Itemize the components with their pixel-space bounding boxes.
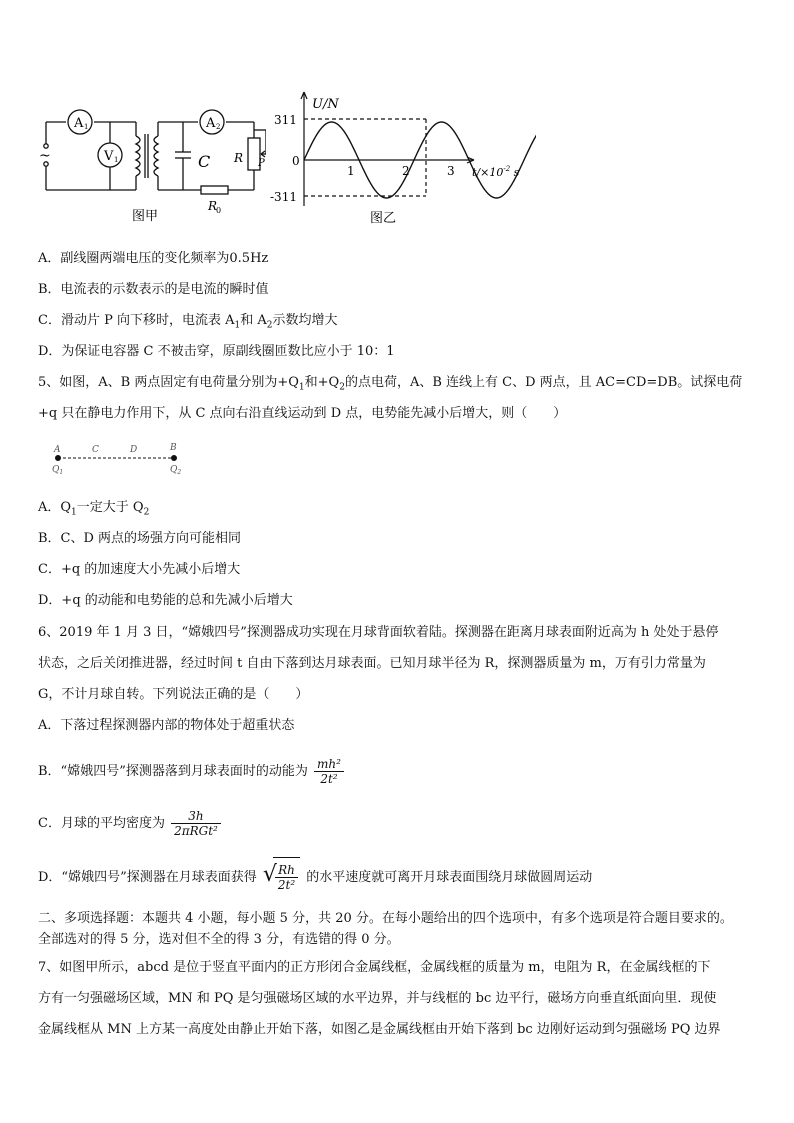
q6-b-fraction	[314, 757, 344, 786]
q5-line1-a: 5、如图，A、B 两点固定有电荷量分别为+Q	[38, 375, 299, 390]
figure-yi-caption: 图乙	[370, 211, 397, 226]
rheostat-label: R	[234, 151, 244, 165]
q5-line1-b: 和+Q	[304, 375, 340, 390]
q6-stem-line1: 6、2019 年 1 月 3 日，“嫦娥四号”探测器成功实现在月球背面软着陆。探测器在距离月球表面附近高为 h 处处于悬停	[38, 625, 719, 640]
q4-option-a: A．副线圈两端电压的变化频率为0.5Hz	[38, 251, 269, 266]
q5-a-sub1: 1	[71, 507, 77, 518]
q6-option-b	[38, 754, 758, 790]
capacitor-label: C	[198, 152, 211, 171]
q6-option-c	[38, 806, 758, 842]
q4-option-c	[38, 312, 758, 335]
y-axis-label: U/N	[312, 97, 339, 112]
x-tick-3: 3	[447, 164, 455, 178]
charge-q1: $Q_1$	[52, 465, 64, 476]
ammeter-a2-sub: 2	[216, 123, 221, 131]
q5-option-b: B．C、D 两点的场强方向可能相同	[38, 531, 242, 546]
resistor-r0-sub: 0	[216, 206, 222, 215]
ammeter-a1-sub: 1	[84, 123, 89, 131]
q7-stem-line3: 金属线框从 MN 上方某一高度处由静止开始下落，如图乙是金属线框由开始下落到 bc 边刚好运动到匀强磁场 PQ 边界	[38, 1022, 721, 1037]
section2-line2: 全部选对的得 5 分，选对但不全的得 3 分，有选错的得 0 分。	[38, 932, 400, 947]
voltmeter-v1-sub: 1	[114, 156, 119, 164]
resistor-r0-label: R	[208, 199, 218, 213]
q6-d-text: D．“嫦娥四号”探测器在月球表面获得	[38, 870, 257, 885]
origin-label: 0	[292, 154, 300, 168]
point-b: B	[170, 443, 177, 453]
q5-option-d: D．+q 的动能和电势能的总和先减小后增大	[38, 593, 293, 608]
figure-jia-caption: 图甲	[132, 209, 159, 224]
x-tick-1: 1	[347, 164, 355, 178]
q5-a-sub2: 2	[143, 507, 150, 518]
point-d: D	[130, 445, 138, 455]
q7-stem-line2: 方有一匀强磁场区域，MN 和 PQ 是匀强磁场区域的水平边界，并与线框的 bc 边平行，磁场方向垂直纸面向里．现使	[38, 991, 717, 1006]
q5-line1-c: 的点电荷，A、B 连线上有 C、D 两点，且 AC=CD=DB。试探电荷	[344, 375, 743, 390]
q5-sub2: 2	[339, 382, 345, 393]
q6-d-denominator: 2t²	[277, 878, 296, 892]
q6-d-numerator: Rh	[275, 863, 298, 878]
q6-option-d	[38, 857, 758, 898]
q5-option-c: C．+q 的加速度大小先减小后增大	[38, 562, 241, 577]
charge-q2: $Q_2$	[170, 465, 182, 476]
x-axis-label: $t/\times 10^{-2}$ s	[472, 165, 520, 179]
circuit-diagram-jia	[36, 104, 266, 224]
voltage-graph-yi	[266, 86, 536, 226]
q5-option-a	[38, 499, 758, 522]
ac-source-symbol: ~	[39, 148, 51, 164]
q6-d-text-2: 的水平速度就可离开月球表面围绕月球做圆周运动	[306, 870, 593, 885]
x-tick-2: 2	[402, 164, 410, 178]
q4-c-part3: 示数均增大	[272, 313, 338, 328]
q5-stem-line1	[38, 374, 758, 397]
q4-c-part2: 和 A	[240, 313, 267, 328]
q6-b-numerator: mh²	[314, 757, 344, 772]
q6-b-text: B．“嫦娥四号”探测器落到月球表面时的动能为	[38, 764, 308, 779]
section2-line1: 二、多项选择题：本题共 4 小题，每小题 5 分，共 20 分。在每小题给出的四个选项中，有多个选项是符合题目要求的。	[38, 911, 733, 926]
point-c: C	[92, 445, 99, 455]
q4-c-sub1: 1	[234, 320, 241, 331]
q6-stem-line3: G，不计月球自转。下列说法正确的是（ ）	[38, 687, 309, 702]
q5-stem-line2: +q 只在静电力作用下，从 C 点向右沿直线运动到 D 点，电势能先减小后增大，则（ ）	[38, 406, 567, 421]
q5-a-part1: A．Q	[38, 500, 72, 515]
ammeter-a2-label: A	[206, 116, 216, 131]
q6-stem-line2: 状态，之后关闭推进器，经过时间 t 自由下落到达月球表面。已知月球半径为 R，探测器质量为 m，万有引力常量为	[38, 656, 706, 671]
q4-option-d: D．为保证电容器 C 不被击穿，原副线圈匝数比应小于 10：1	[38, 344, 395, 359]
q6-b-denominator: 2t²	[320, 772, 338, 786]
q6-c-numerator: 3h	[171, 809, 221, 824]
ammeter-a1-label: A	[74, 116, 84, 131]
q6-option-a: A．下落过程探测器内部的物体处于超重状态	[38, 718, 295, 733]
q6-d-fraction	[275, 863, 298, 892]
q7-stem-line1: 7、如图甲所示，abcd 是位于竖直平面内的正方形闭合金属线框，金属线框的质量为 m，电阻为 R，在金属线框的下	[38, 960, 711, 975]
q6-c-denominator: 2πRGt²	[174, 824, 218, 838]
q6-c-text: C．月球的平均密度为	[38, 816, 165, 831]
y-tick-minus-311: -311	[270, 190, 297, 204]
q5-a-part2: 一定大于 Q	[76, 500, 144, 515]
q5-sub1: 1	[298, 382, 305, 393]
slider-label: P	[258, 158, 265, 169]
point-a: A	[54, 445, 61, 455]
q4-c-sub2: 2	[266, 320, 273, 331]
q6-d-sqrt: √ $\frac{Rh}{\text{2t²}}$	[263, 857, 300, 898]
q4-option-b: B．电流表的示数表示的是电流的瞬时值	[38, 282, 269, 297]
y-tick-311: 311	[274, 113, 297, 127]
q6-c-fraction	[171, 809, 221, 838]
charges-diagram	[46, 440, 196, 478]
voltmeter-v1-label: V	[104, 149, 114, 164]
q4-c-part1: C．滑动片 P 向下移时，电流表 A	[38, 313, 235, 328]
